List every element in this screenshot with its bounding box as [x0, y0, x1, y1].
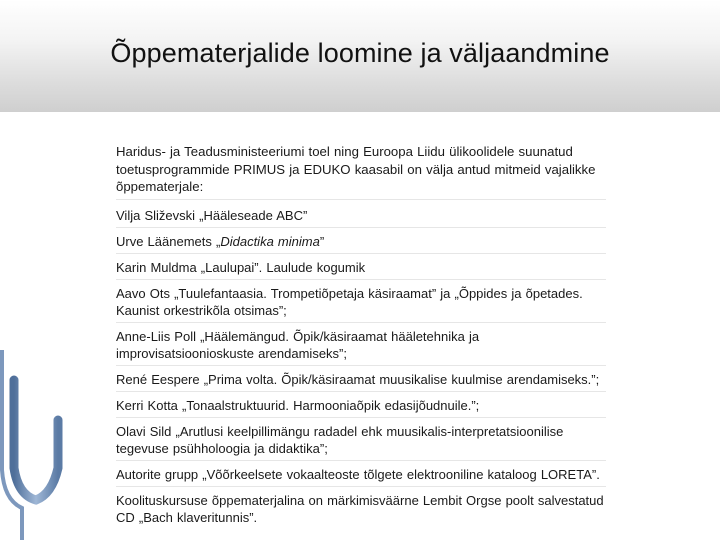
slide-title: Õppematerjalide loomine ja väljaandmine — [110, 38, 610, 68]
entry-text: Anne-Liis Poll „Häälemängud. Õpik/käsiraamat hääletehnika ja improvisatsioonioskuste arendamiseks”; — [116, 328, 480, 361]
entry-text: Autorite grupp „Võõrkeelsete vokaalteoste tõlgete elektrooniline kataloog LORETA”. — [116, 466, 600, 482]
entry-text: Aavo Ots „Tuulefantaasia. Trompetiõpetaja käsiraamat” ja „Õppides ja õpetades. Kaunist orkestrikõla otsimas”; — [116, 285, 583, 318]
entry-text: Koolituskursuse õppematerjalina on märkimisväärne Lembit Orgse poolt salvestatud CD „Bach klaveritunnis”. — [116, 492, 604, 525]
entry-text: Kerri Kotta „Tonaalstruktuurid. Harmooniaõpik edasijõudnuile.”; — [116, 397, 480, 413]
list-item — [116, 392, 606, 418]
list-item — [116, 280, 606, 323]
list-item — [116, 323, 606, 366]
entry-prefix: Urve Läänemets „ — [116, 233, 221, 249]
entry-suffix: ” — [319, 233, 325, 249]
entry-italic-title: Didactika minima — [220, 233, 320, 249]
entry-text: Olavi Sild „Arutlusi keelpillimängu radadel ehk muusikalis-interpretatsioonilise tegevuse psühholoogia ja didaktika”; — [116, 423, 564, 456]
list-item — [116, 254, 606, 280]
list-item — [116, 228, 606, 254]
intro-paragraph: Haridus- ja Teadusministeeriumi toel ning Euroopa Liidu ülikoolidele suunatud toetusprogrammide PRIMUS ja EDUKO kaasabil on välja antud mitmeid vajalikke õppematerjale: — [116, 143, 606, 200]
list-item — [116, 461, 606, 487]
tuning-fork-icon — [0, 350, 70, 540]
list-item — [116, 418, 606, 461]
list-item — [116, 366, 606, 392]
entry-text: René Eespere „Prima volta. Õpik/käsiraamat muusikalise kuulmise arendamiseks.”; — [116, 371, 600, 387]
entry-text: Vilja Sliževski „Hääleseade ABC” — [116, 207, 308, 223]
content-block — [116, 143, 606, 529]
entry-text: Karin Muldma „Laulupai”. Laulude kogumik — [116, 259, 366, 275]
list-item — [116, 202, 606, 228]
list-item — [116, 487, 606, 529]
